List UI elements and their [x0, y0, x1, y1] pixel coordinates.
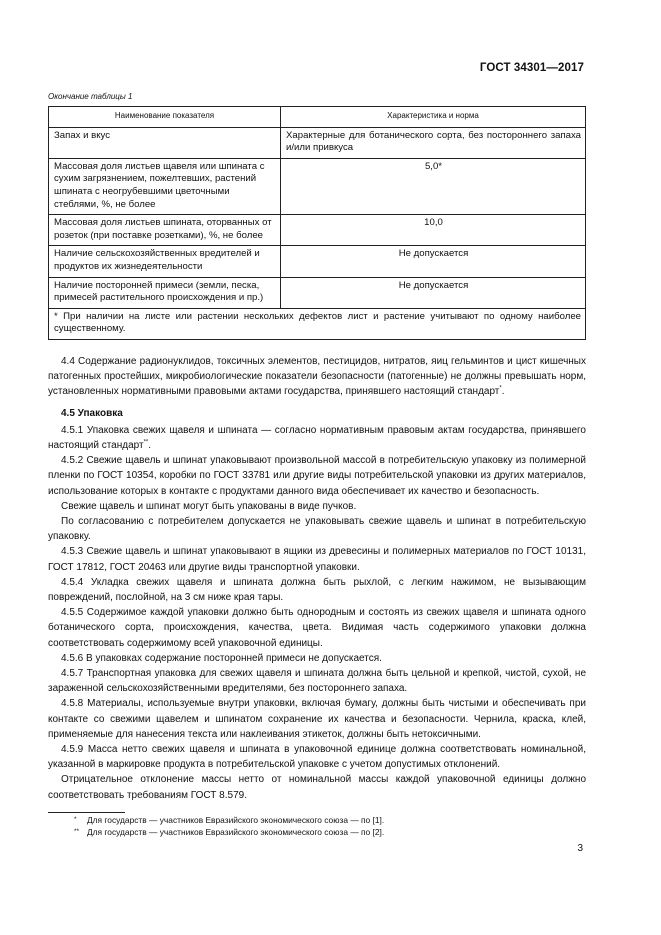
table-cell-value: 5,0*: [281, 158, 586, 214]
requirements-table: [48, 106, 586, 340]
footnote-text: Для государств — участников Евразийского экономического союза — по [1].: [87, 815, 385, 825]
table-row: [49, 277, 586, 308]
table-row: [49, 158, 586, 214]
paragraph-4-4: 4.4 Содержание радионуклидов, токсичных элементов, пестицидов, нитратов, яиц гельминтов и цист кишечных патогенных простейших, микробиологические показатели безопасности (патогенные) не должны превышать норм, установленных нормативными правовыми актами государства, принявшего настоящий стандарт*.: [48, 356, 586, 398]
footnote-ref: *: [499, 386, 502, 393]
table-row: [49, 127, 586, 158]
paragraph-4-5-8: 4.5.8 Материалы, используемые внутри упаковки, включая бумагу, должны быть чистыми и обеспечивать при контакте со свежими щавелем и шпинатом сохранение их качества и безопасности. Чернила, краска, клей, применяемые для нанесения текста или наклеивания этикеток, должны быть нетоксичными.: [48, 698, 586, 740]
table-note-row: [49, 308, 586, 339]
column-header-name: Наименование показателя: [49, 107, 281, 128]
paragraph-bunches: Свежие щавель и шпинат могут быть упакованы в виде пучков.: [61, 500, 357, 512]
paragraph-4-5-4: 4.5.4 Укладка свежих щавеля и шпината должна быть рыхлой, с легким нажимом, не вызывающим повреждений, послойной, на 3 см ниже края тары.: [48, 576, 586, 604]
table-note: * При наличии на листе или растении нескольких дефектов лист и растение учитывают по одному наиболее существенному.: [49, 308, 586, 339]
paragraph-4-5-7: 4.5.7 Транспортная упаковка для свежих щавеля и шпината должна быть цельной и крепкой, чистой, сухой, не зараженной сельскохозяйственными вредителями, без постороннего запаха.: [48, 668, 586, 695]
paragraph-4-5-1: 4.5.1 Упаковка свежих щавеля и шпината — согласно нормативным правовым актам государства, принявшего настоящий стандарт**.: [48, 424, 586, 452]
paragraph-4-5-3: 4.5.3 Свежие щавель и шпинат упаковывают в ящики из древесины и полимерных материалов по ГОСТ 10131, ГОСТ 17812, ГОСТ 20463 или другие виды транспортной упаковки.: [48, 546, 586, 573]
section-heading-packaging: 4.5 Упаковка: [61, 407, 123, 419]
table-cell-value: 10,0: [281, 215, 586, 246]
table-cell-value: Не допускается: [281, 246, 586, 277]
footnote-ref: **: [143, 439, 149, 446]
table-header-row: [49, 107, 586, 128]
table-cell-name: Наличие посторонней примеси (земли, песка, примесей растительного происхождения и пр.): [49, 277, 281, 308]
footnote-divider: [48, 812, 125, 813]
document-id: ГОСТ 34301—2017: [479, 62, 584, 74]
body-text: [48, 354, 586, 803]
column-header-value: Характеристика и норма: [281, 107, 586, 128]
paragraph-deviation: Отрицательное отклонение массы нетто от номинальной массы каждой упаковочной единицы должно соответствовать требованиям ГОСТ 8.579.: [48, 774, 586, 801]
footnotes: [74, 815, 384, 838]
table-cell-value: Не допускается: [281, 277, 586, 308]
paragraph-4-5-6: 4.5.6 В упаковках содержание посторонней примеси не допускается.: [61, 652, 382, 664]
table-cell-name: Массовая доля листьев шпината, оторванных от розеток (при поставке розетками), %, не более: [49, 215, 281, 246]
footnote: [74, 827, 384, 839]
table-caption: Окончание таблицы 1: [48, 92, 133, 101]
table-cell-name: Запах и вкус: [49, 127, 281, 158]
paragraph-4-5-9: 4.5.9 Масса нетто свежих щавеля и шпината в упаковочной единице должна соответствовать номинальной, указанной в маркировке продукта в потребительской упаковке с учетом допустимых отклонений.: [48, 744, 586, 771]
paragraph-4-5-5: 4.5.5 Содержимое каждой упаковки должно быть однородным и состоять из свежих щавеля и шпината одного ботанического сорта, происхождения, качества, цвета. Видимая часть содержимого упаковки должна соответствовать содержимому всей упаковочной единицы.: [48, 607, 586, 649]
footnote: [74, 815, 384, 827]
footnote-mark: *: [74, 816, 77, 823]
paragraph-agreement: По согласованию с потребителем допускается не упаковывать свежие щавель и шпинат в потребительскую упаковку.: [48, 516, 586, 543]
table-cell-name: Массовая доля листьев щавеля или шпината с сухим загрязнением, пожелтевших, растений шпината с неогрубевшими цветочными стеблями, %, не более: [49, 158, 281, 214]
table-row: [49, 215, 586, 246]
footnote-text: Для государств — участников Евразийского экономического союза — по [2].: [87, 826, 385, 837]
table-cell-value: Характерные для ботанического сорта, без постороннего запаха и/или привкуса: [281, 127, 586, 158]
paragraph-4-5-2: 4.5.2 Свежие щавель и шпинат упаковывают произвольной массой в потребительскую упаковку из полимерной пленки по ГОСТ 10354, коробки по ГОСТ 33781 или другие виды потребительской упаковки из других материалов, использование которых в контакте с продуктами данного вида обеспечивает их качество и безопасность.: [48, 455, 586, 497]
table-cell-name: Наличие сельскохозяйственных вредителей и продуктов их жизнедеятельности: [49, 246, 281, 277]
page-number: 3: [577, 843, 583, 854]
footnote-mark: **: [74, 827, 80, 835]
table-row: [49, 246, 586, 277]
